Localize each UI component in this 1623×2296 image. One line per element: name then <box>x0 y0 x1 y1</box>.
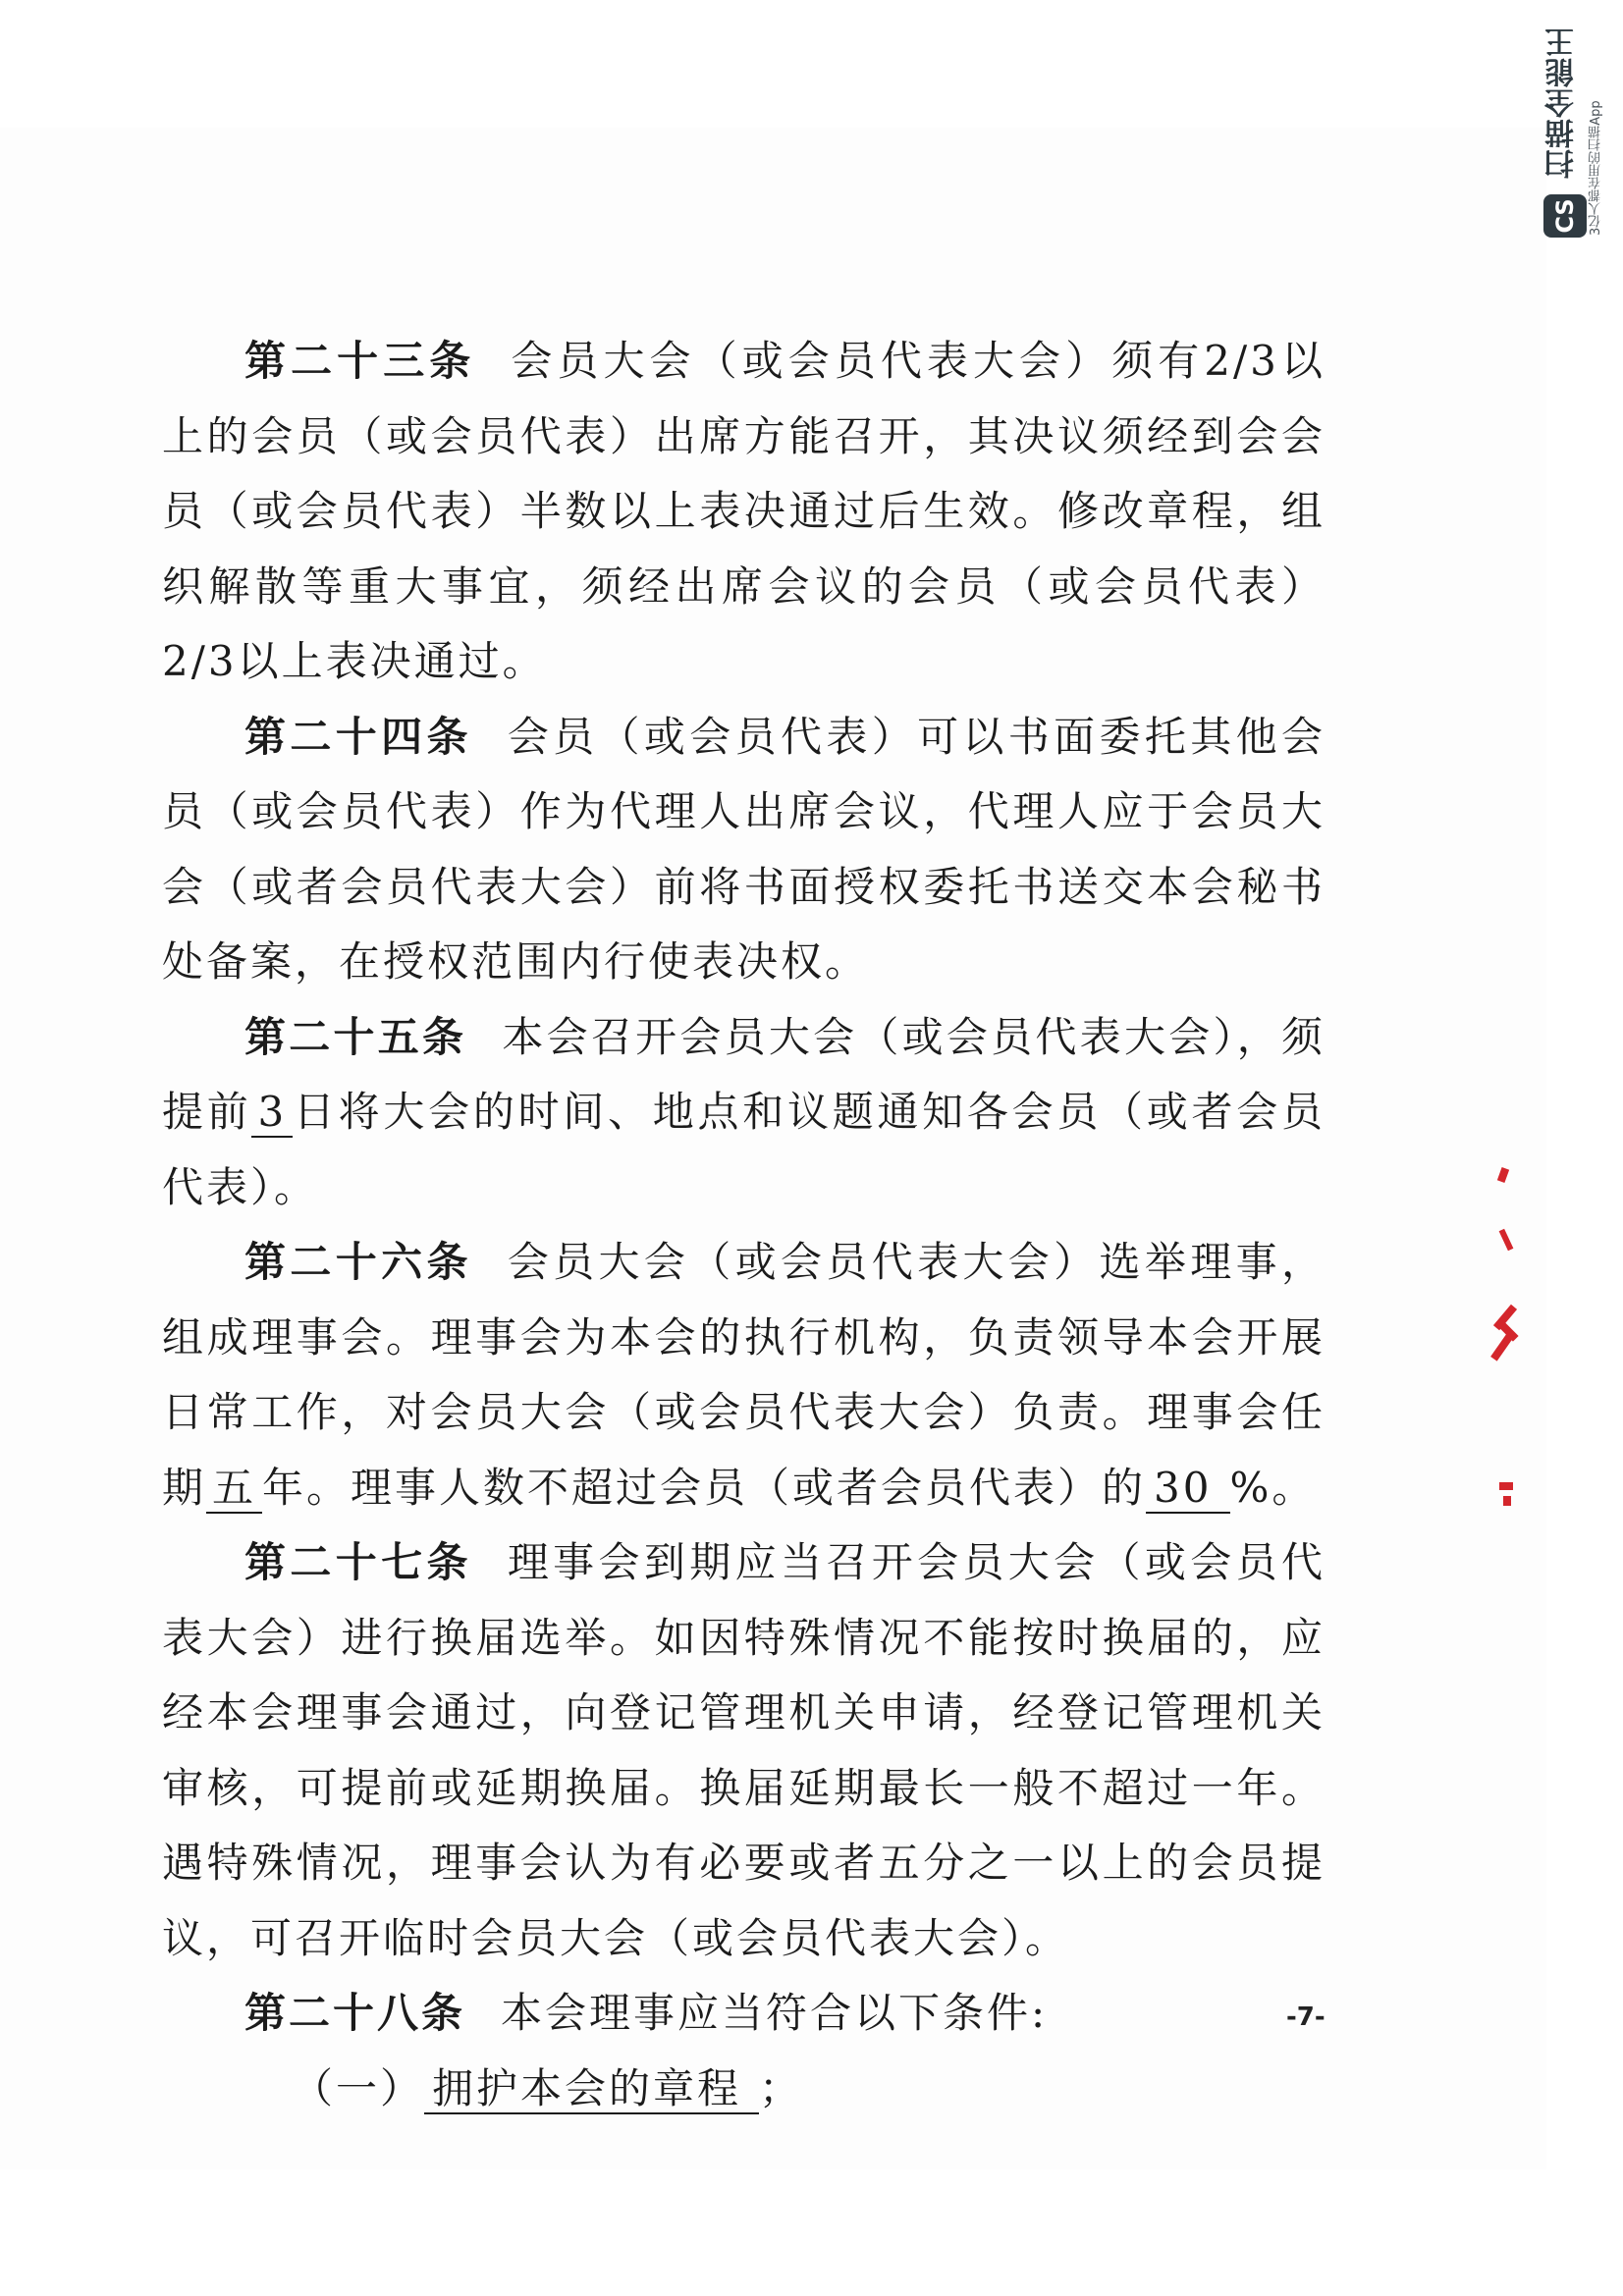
article-26 <box>162 1225 1325 1525</box>
watermark-tagline: 3亿人都在用的扫描App <box>1589 100 1603 236</box>
item-prefix: （一） <box>292 2063 425 2112</box>
filled-blank-days: 3 <box>251 1088 293 1138</box>
camscanner-logo-icon: CS <box>1543 194 1587 238</box>
article-text: 会员大会（或会员代表大会）选举理事，组成理事会。理事会为本会的执行机构，负责领导本会开展日常工作，对会员大会（或会员代表大会）负责。理事会任期 <box>162 1238 1325 1512</box>
article-text: 理事会到期应当召开会员大会（或会员代表大会）进行换届选举。如因特殊情况不能按时换届的，应经本会理事会通过，向登记管理机关申请，经登记管理机关审核，可提前或延期换届。换届延期最长一般不超过一年。遇特殊情况，理事会认为有必要或者五分之一以上的会员提议，可召开临时会员大会（或会员代表大会）。 <box>162 1538 1325 1962</box>
filled-blank-term: 五 <box>206 1464 262 1514</box>
watermark-brand: 扫描全能王 <box>1545 27 1580 180</box>
article-24 <box>162 700 1325 1000</box>
filled-blank-condition: 拥护本会的章程 <box>424 2064 759 2114</box>
article-23 <box>162 324 1325 700</box>
article-title: 第二十八条 <box>244 1989 466 2037</box>
article-28 <box>162 1976 1325 2052</box>
document-body <box>162 324 1325 2126</box>
article-title: 第二十五条 <box>244 1012 467 1061</box>
article-text: %。 <box>1229 1463 1317 1512</box>
article-title: 第二十七条 <box>244 1538 472 1586</box>
article-text: 本会召开会员大会（或会员代表大会），须提前 <box>162 1012 1325 1136</box>
red-seal-edge <box>1478 1168 1527 1522</box>
article-title: 第二十六条 <box>244 1238 472 1286</box>
scanner-watermark <box>1532 20 1610 245</box>
article-27 <box>162 1525 1325 1976</box>
article-text: 本会理事应当符合以下条件: <box>501 1989 1049 2037</box>
filled-blank-percent: 30 <box>1146 1464 1229 1514</box>
page-number: -7- <box>1286 2002 1325 2032</box>
article-text: 会员（或会员代表）可以书面委托其他会员（或会员代表）作为代理人出席会议，代理人应于会员大会（或者会员代表大会）前将书面授权委托书送交本会秘书处备案，在授权范围内行使表决权。 <box>162 712 1325 986</box>
article-text: 日将大会的时间、地点和议题通知各会员（或者会员代表）。 <box>162 1088 1325 1211</box>
article-25 <box>162 1000 1325 1226</box>
item-suffix: ； <box>759 2063 804 2112</box>
article-title: 第二十三条 <box>244 337 476 385</box>
article-title: 第二十四条 <box>244 712 472 761</box>
condition-item-1 <box>162 2052 1325 2127</box>
article-text: 会员大会（或会员代表大会）须有2/3以上的会员（或会员代表）出席方能召开，其决议须经到会会员（或会员代表）半数以上表决通过后生效。修改章程，组织解散等重大事宜，须经出席会议的会员（或会员代表）2/3以上表决通过。 <box>162 337 1325 685</box>
article-text: 年。理事人数不超过会员（或者会员代表）的 <box>262 1463 1147 1512</box>
